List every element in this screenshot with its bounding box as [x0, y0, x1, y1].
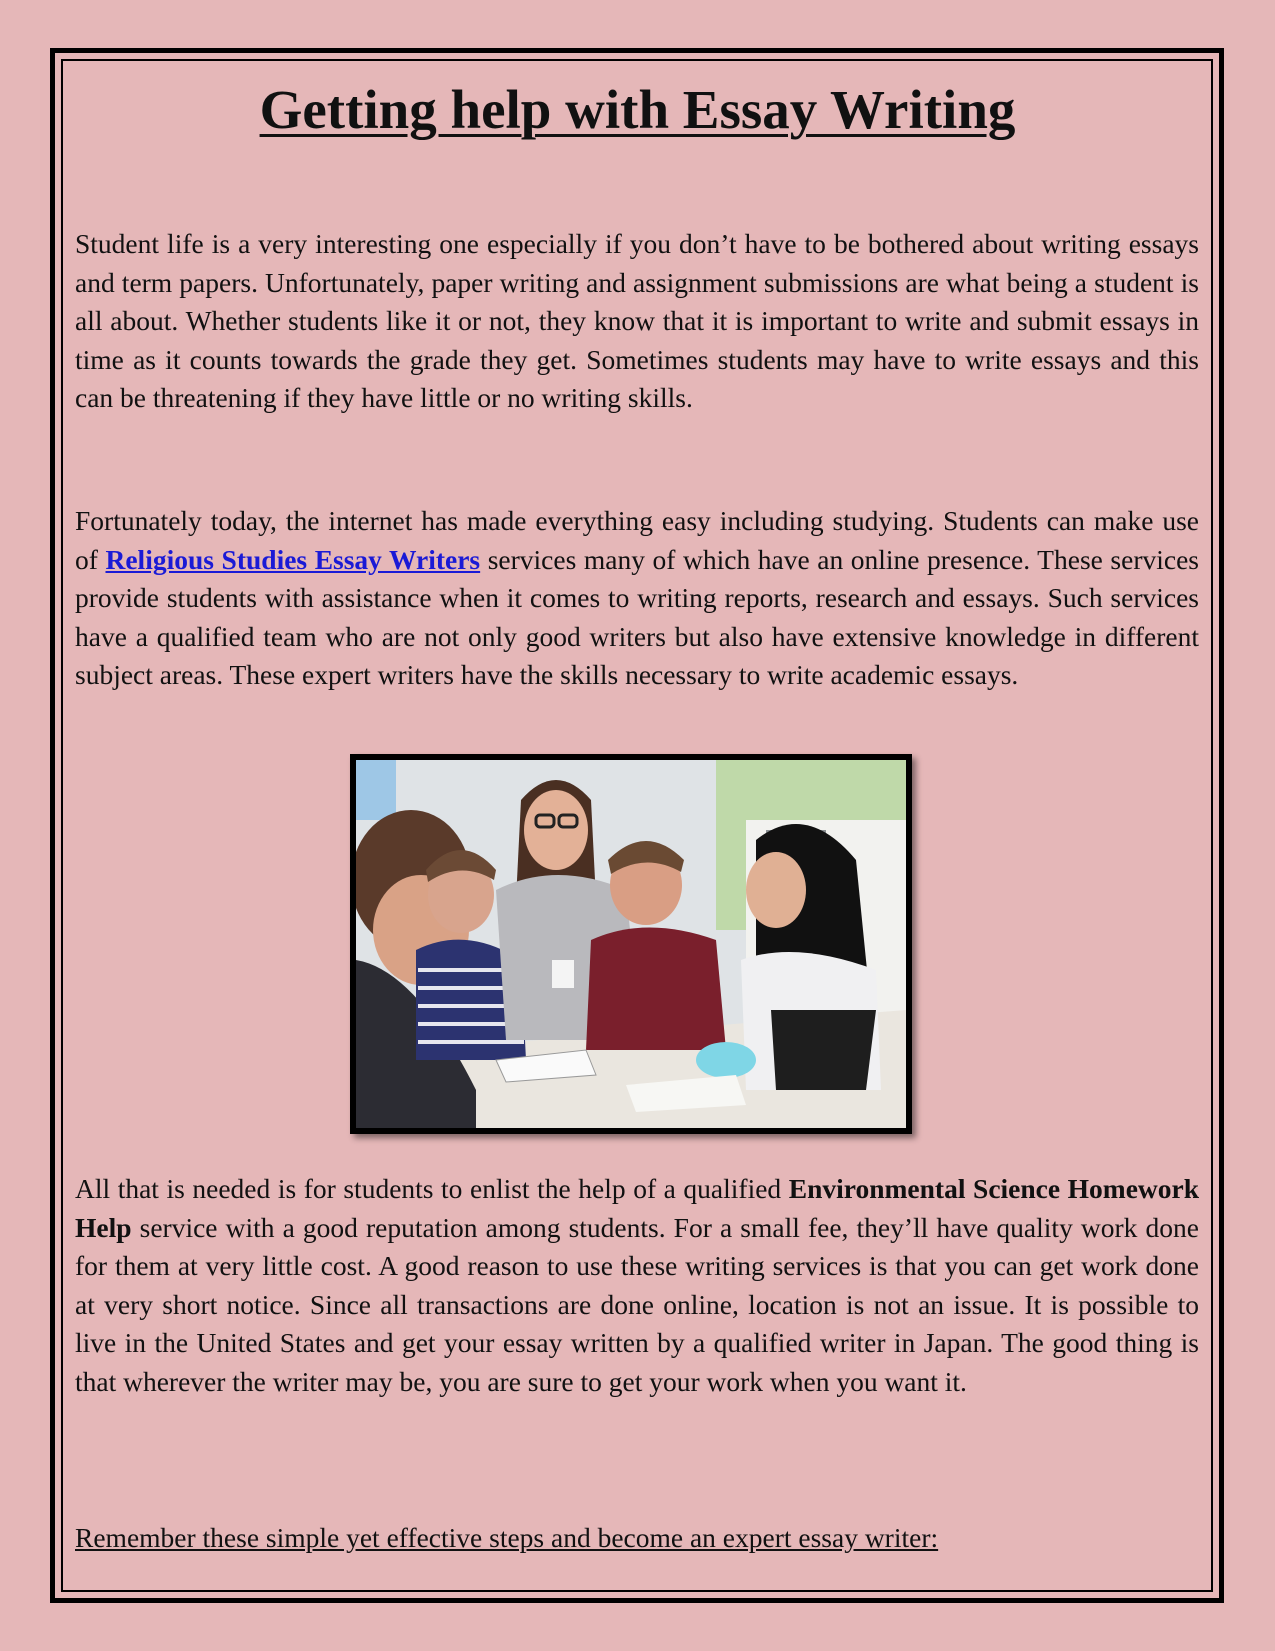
- paragraph-text: services many of which have an online presence. These services provide students with assistance when it comes to writing reports, research and essays. Such services have a qualified team who are not only good writers but also have extensive knowledge in different subject areas. These expert writers have the skills necessary to write academic essays.: [75, 543, 1199, 691]
- paragraph-text: All that is needed is for students to enlist the help of a qualified: [75, 1173, 789, 1204]
- classroom-students-photo-icon: [356, 760, 906, 1128]
- classroom-photo: [350, 754, 912, 1134]
- paragraph-text: Fortunately today, the internet has made everything easy including studying. Students can make use of: [75, 505, 1199, 575]
- paragraph-intro: Student life is a very interesting one especially if you don’t have to be bothered about writing essays and term papers. Unfortunately, paper writing and assignment submissions are what being a student is all about. Whether students like it or not, they know that it is important to write and submit essays in time as it counts towards the grade they get. Sometimes students may have to write essays and this can be threatening if they have little or no writing skills.: [75, 228, 1199, 414]
- religious-studies-essay-writers-link[interactable]: Religious Studies Essay Writers: [105, 543, 481, 575]
- paragraph-homework-help: [75, 1170, 1199, 1402]
- closing-line: Remember these simple yet effective steps and become an expert essay writer:: [75, 1522, 939, 1553]
- paragraph-text: service with a good reputation among students. For a small fee, they’ll have quality work done for them at very little cost. A good reason to use these writing services is that you can get work done at very short notice. Since all transactions are done online, location is not an issue. It is possible to live in the United States and get your essay written by a qualified writer in Japan. The good thing is that wherever the writer may be, you are sure to get your work when you want it.: [75, 1211, 1199, 1397]
- page-title: Getting help with Essay Writing: [259, 79, 1016, 140]
- paragraph-online-services: [75, 502, 1199, 695]
- environmental-science-homework-help-label: Environmental Science Homework Help: [75, 1173, 1200, 1243]
